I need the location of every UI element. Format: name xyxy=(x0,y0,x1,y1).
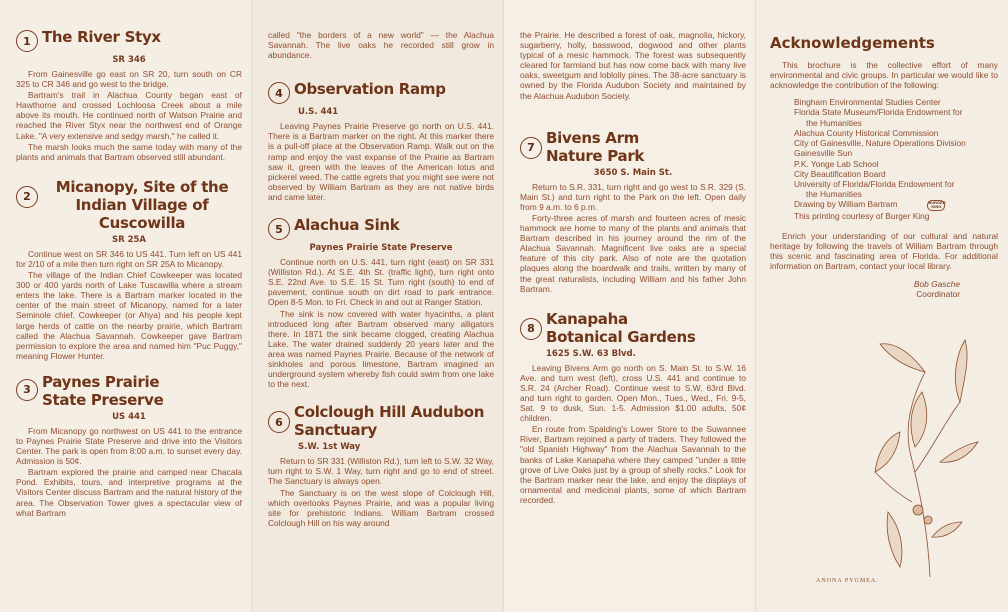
section-number-4: 4 xyxy=(268,82,290,104)
section-5-heading xyxy=(268,216,494,240)
section-road-8: 1625 S.W. 63 Blvd. xyxy=(546,348,636,359)
contributor-item: This printing courtesy of Burger King xyxy=(794,210,930,221)
section-4-heading xyxy=(268,80,494,104)
acknowledgements-intro: This brochure is the collective effort of many environmental and civic groups. In particular we would like to acknowledge the contribution of the following: xyxy=(770,60,998,91)
contributor-item-text: Drawing by William Bartram xyxy=(794,199,898,210)
contributor-item: City Beautification Board xyxy=(794,168,886,179)
section-title-8: Kanapaha Botanical Gardens xyxy=(546,309,696,346)
paragraph: Leaving Paynes Prairie Preserve go north on U.S. 441. There is a Bartram marker on the right. At this marker there is a pull-off place at the Observation Ramp. Walk out on the ramp and enjoy the vast expanse of the Prairie as Bartram saw it, green with the leaves of the American lotus and pickerel weed. The cattle egrets that you might see were not observed by William Bartram as they are not native birds and came later. xyxy=(268,121,494,202)
paragraph: En route from Spalding's Lower Store to the Suwannee River, Bartram rejoined a party of traders. They followed the "old Spanish Highway" from the Alachua Savannah to the banks of Lake Kanapaha where they camped "under a little grove of Live Oaks just by a group of shelly rocks." Look for the Bartram marker near the lake, and enjoy the displays of ornamental and medicinal plants, some of which Bartram recorded. xyxy=(520,424,746,505)
paragraph: called "the borders of a new world" — the Alachua Savannah. The live oaks he recorded still grow in abundance. xyxy=(268,30,494,61)
botanical-drawing-icon xyxy=(870,332,980,582)
section-number-7: 7 xyxy=(520,137,542,159)
section-7 xyxy=(520,129,746,294)
contributor-item: Alachua County Historical Commission xyxy=(794,127,939,138)
paragraph: Continue west on SR 346 to US 441. Turn left on US 441 for 2/10 of a mile then turn right on SR 25A to Micanopy. xyxy=(16,248,242,269)
contributor-item: University of Florida/Florida Endowment for xyxy=(794,178,955,189)
section-number-6: 6 xyxy=(268,411,290,433)
section-road-2: SR 25A xyxy=(111,234,147,245)
section-8 xyxy=(520,310,746,505)
paragraph: The sink is now covered with water hyacinths, a plant introduced long after Bartram observed many alligators there. In 1871 the sink became clogged, creating Alachua Lake. The water drained suddenly 20 years later and the area was named Paynes Prairie. Because of the network of sinkholes and porous limestone, Bartram imagined an underground system whereby fish could swim from one lake to the next. xyxy=(268,308,494,390)
acknowledgements-outro: Enrich your understanding of our cultural and natural heritage by following the travels of William Bartram through this scenic and fascinating area of Florida. For additional information on Bartram, contact your local library. xyxy=(770,230,998,272)
section-road-7: 3650 S. Main St. xyxy=(593,167,673,178)
paragraph: the Prairie. He described a forest of oak, magnolia, hickory, sugarberry, holly, basswood, dogwood and other plants typical of a mesic hammock. The forest was subsequently cleared for farmland but has now come back with many live oaks, sweetgum and loblolly pines. The 38-acre sanctuary is owned by the Florida Audubon Society and maintained by the Alachua Audubon Society. xyxy=(520,30,746,101)
section-road-6: S.W. 1st Way xyxy=(298,442,361,453)
acknowledgements-title: Acknowledgements xyxy=(770,34,935,52)
section-4 xyxy=(268,80,494,202)
contributor-item xyxy=(794,199,998,210)
section-6 xyxy=(268,403,494,528)
section-7-heading xyxy=(520,129,746,165)
contributor-list xyxy=(770,97,998,221)
section-2-heading xyxy=(16,178,242,232)
section-title-3: Paynes Prairie State Preserve xyxy=(42,372,164,409)
signature-block xyxy=(770,279,998,299)
section-road-5: Paynes Prairie State Preserve xyxy=(309,243,453,254)
section-number-8: 8 xyxy=(520,318,542,340)
paragraph: Bartram explored the prairie and camped near Chacala Pond. Exhibits, tours, and interpretive programs at the Visitors Center discuss Bartram and the natural history of the area. The Observation Tower gives a spectacular view of what Bartram xyxy=(16,467,242,518)
section-road-4: U.S. 441 xyxy=(298,107,339,118)
section-road-3: US 441 xyxy=(112,411,146,422)
section-number-5: 5 xyxy=(268,218,290,240)
section-number-1: 1 xyxy=(16,30,38,52)
contributor-item: Gainesville Sun xyxy=(794,148,853,159)
section-5 xyxy=(268,216,494,389)
contributor-item: P.K. Yonge Lab School xyxy=(794,158,879,169)
paragraph: The Sanctuary is on the west slope of Colclough Hill, which overlooks Paynes Prairie, and was a popular living site for prehistoric Indians. William Bartram crossed Colclough Hill on his way around xyxy=(268,487,494,528)
contributor-item: Bingham Environmental Studies Center xyxy=(794,97,941,108)
panel-3 xyxy=(504,0,756,612)
section-road-1: SR 346 xyxy=(112,55,146,65)
paragraph: The village of the Indian Chief Cowkeeper was located 300 or 400 yards north of Lake Tuscawilla where a stream enters the lake. There is a Bartram marker located in the center of the main street of Micanopy, named for a later Seminole chief. Cowkeeper (or Ahya) and his people kept large herds of cattle on the nearby prairie, which Bartram called the Alachua Savannah. Cowkeeper gave Bartram permission to explore the area and named him "Puc Puggy," meaning Flower Hunter. xyxy=(16,270,242,361)
section-title-7: Bivens Arm Nature Park xyxy=(546,128,645,165)
section-1-heading xyxy=(16,28,242,52)
section-6-heading xyxy=(268,403,494,439)
section-8-heading xyxy=(520,310,746,346)
section-3 xyxy=(16,373,242,518)
section-number-2: 2 xyxy=(16,186,38,208)
section-title-4: Observation Ramp xyxy=(294,80,446,99)
paragraph: Return to SR 331 (Williston Rd.), turn left to S.W. 32 Way, turn right to S.W. 1 Way, turn right and go to end of street. The Sanctuary is always open. xyxy=(268,456,494,487)
paragraph: Leaving Bivens Arm go north on S. Main St. to S.W. 16 Ave. and turn west (left), cross U.S. 441 and continue to S.R. 24 (Archer Road). Continue west to S.W. 63rd Blvd. and turn right to garden. Open Mon., Tues., Wed., Fri. 9-5, Sat. 9 to dusk, Sun. 1-5. Admission $1.00 adults, 50¢ children. xyxy=(520,362,746,424)
paragraph: Continue north on U.S. 441, turn right (east) on SR 331 (Williston Rd.). At S.E. 4th St. (traffic light), turn right onto S.E. 22nd Ave. to S.E. 15 St. Turn right (south) to end of pavement, continue south on dirt road to park entrance. Open 8-5 Mon. to Fri. Check in and out at Ranger Station. xyxy=(268,257,494,308)
signer-role: Coordinator xyxy=(916,289,960,300)
contributor-item: Florida State Museum/Florida Endowment for xyxy=(794,107,963,118)
section-title-1: The River Styx xyxy=(42,28,161,46)
paragraph: The marsh looks much the same today with many of the plants and animals that Bartram observed still abundant. xyxy=(16,141,242,162)
contributor-item: the Humanities xyxy=(806,189,862,200)
section-number-3: 3 xyxy=(16,379,38,401)
section-title-6: Colclough Hill Audubon Sanctuary xyxy=(294,403,485,440)
burger-king-logo: BURGER KING xyxy=(928,199,946,210)
panel-2 xyxy=(252,0,504,612)
section-3-heading xyxy=(16,373,242,409)
section-1 xyxy=(16,28,242,162)
drawing-caption: ANONA PYGMEA. xyxy=(816,578,879,584)
paragraph: From Gainesville go east on SR 20, turn south on CR 325 to CR 346 and go west to the bridge. xyxy=(16,69,242,90)
paragraph: From Micanopy go northwest on US 441 to the entrance to Paynes Prairie State Preserve and drive into the Visitors Center. The park is open from 8:00 a.m. to sunset every day. Admission is 50¢. xyxy=(16,425,242,467)
section-title-2: Micanopy, Site of the Indian Village of Cuscowilla xyxy=(55,177,229,232)
panel-1 xyxy=(0,0,252,612)
paragraph: Return to S.R. 331, turn right and go west to S.R. 329 (S. Main St.) and turn right to the Park on the left. Open daily from 9 a.m. to 6 p.m. xyxy=(520,181,746,212)
paragraph: Forty-three acres of marsh and fourteen acres of mesic hammock are home to many of the plants and animals that Bartram described in his journey around the rim of the Alachua Savannah. Magnificent live oaks are a special feature of this city park. Also of note are the quotation plaques along the boardwalk and trails, written by many of the great naturalists, including William and his father John Bartram. xyxy=(520,212,746,294)
section-title-5: Alachua Sink xyxy=(294,216,400,235)
signer-name: Bob Gasche xyxy=(913,279,960,290)
contributor-item: City of Gainesville, Nature Operations Division xyxy=(794,138,966,149)
contributor-item: the Humanities xyxy=(806,117,862,128)
section-2 xyxy=(16,178,242,361)
paragraph: Bartram's trail in Alachua County began east of Hawthorne and crossed Lochloosa Creek about a mile above its mouth. He continued north of Watson Prairie and reached the River Styx near the northwest end of Orange Lake. "A very extensive and sedgy marsh," he called it. xyxy=(16,90,242,141)
